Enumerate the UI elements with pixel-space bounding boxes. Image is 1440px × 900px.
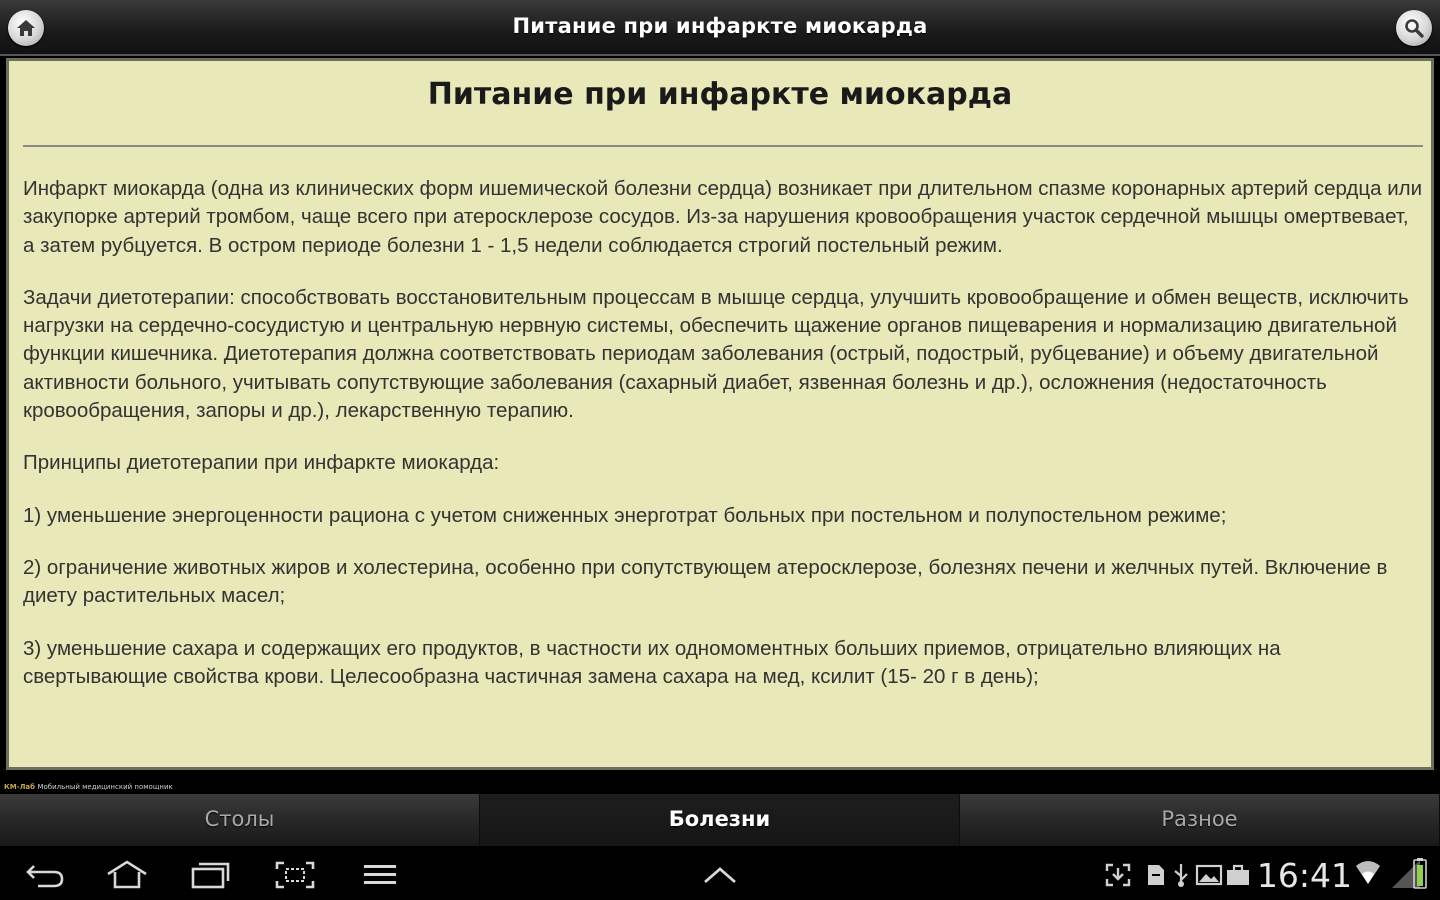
credits-brand: КМ-Лаб (4, 783, 36, 791)
divider (23, 145, 1423, 147)
menu-icon[interactable] (362, 860, 398, 890)
title-bar (0, 0, 1440, 56)
paragraph: Инфаркт миокарда (одна из клинических форм ишемической болезни сердца) возникает при длительном спазме коронарных артерий сердца или закупорке артерий тромбом, чаще всего при атеросклерозе сосудов. Из-за нарушения кровообращения участок сердечной мышцы омертвевает, а затем рубцуется. В остром периоде болезни 1 - 1,5 недели соблюдается строгий постельный режим. (23, 177, 1423, 257)
paragraph: Принципы диетотерапии при инфаркте миокарда: (23, 451, 500, 475)
paragraph: 2) ограничение животных жиров и холестерина, особенно при сопутствующем атеросклерозе, болезнях печени и желчных путей. Включение в диету растительных масел; (23, 555, 1388, 608)
briefcase-icon (1225, 862, 1251, 888)
app-title: Питание при инфаркте миокарда (512, 14, 928, 38)
article-heading: Питание при инфаркте миокарда (427, 77, 1013, 112)
download-icon (1104, 862, 1132, 888)
system-nav-bar (0, 850, 1440, 900)
credits-strip (0, 780, 1440, 794)
tab-tables[interactable]: Столы (0, 794, 480, 846)
back-icon[interactable] (24, 860, 66, 890)
wifi-icon (1354, 858, 1382, 888)
tab-misc[interactable]: Разное (960, 794, 1440, 846)
credits-text: Мобильный медицинский помощник (37, 783, 173, 791)
tab-diseases[interactable]: Болезни (480, 794, 960, 846)
sd-card-icon (1145, 862, 1167, 888)
paragraph: Задачи диетотерапии: способствовать восстановительным процессам в мышце сердца, улучшить кровообращение и обмен веществ, исключить нагрузки на сердечно-сосудистую и центральную нервную системы, обеспечить щажение органов пищеварения и нормализацию двигательной функции кишечника. Диетотерапия должна соответствовать периодам заболевания (острый, подострый, рубцевание) и объему двигательной активности больного, учитывать сопутствующие заболевания (сахарный диабет, язвенная болезнь и др.), осложнения (недостаточность кровообращения, запоры и др.), лекарственную терапию. (23, 285, 1409, 423)
search-icon (1403, 17, 1425, 39)
usb-icon (1170, 862, 1192, 888)
home-icon[interactable] (104, 860, 150, 890)
chevron-up-icon[interactable] (700, 860, 740, 890)
article-panel[interactable] (6, 58, 1434, 770)
battery-icon (1390, 856, 1430, 892)
status-clock: 16:41 (1256, 856, 1352, 895)
gallery-icon (1195, 862, 1223, 888)
bottom-tabs (0, 794, 1440, 846)
paragraph: 1) уменьшение энергоценности рациона с учетом сниженных энерготрат больных при постельном и полупостельном режиме; (23, 503, 1227, 527)
search-button[interactable] (1396, 10, 1432, 46)
screenshot-icon[interactable] (274, 860, 316, 890)
paragraph: 3) уменьшение сахара и содержащих его продуктов, в частности их одномоментных больших приемов, отрицательно влияющих на свертывающие свойства крови. Целесообразна частичная замена сахара на мед, ксилит (15- 20 г в день); (23, 636, 1281, 688)
article-body (23, 175, 1425, 715)
recent-apps-icon[interactable] (190, 860, 232, 890)
